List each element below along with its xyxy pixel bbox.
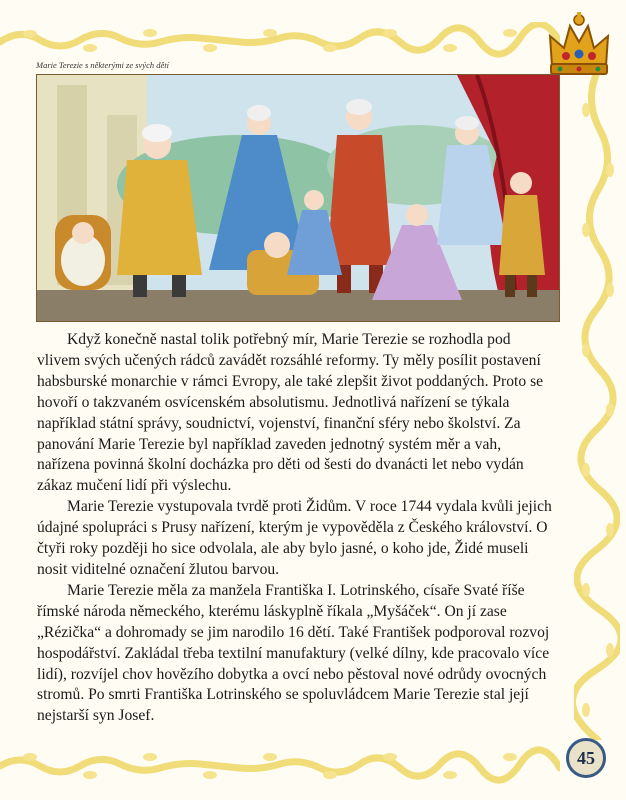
paragraph: Marie Terezie měla za manžela Františka I. Lotrinského, císaře Svaté říše římské národa německého, kterému láskyplně říkala „Myšáček“. On jí zase „Rézička“ a dohromady se jim narodilo 16 dětí. Také František podporoval rozvoj hospodářství. Zakládal třeba textilní manufaktury (velké dílny, kde pracovalo více lidí), rozvíjel chov hovězího dobytka a ovcí nebo pěstoval nové odrůdy ovocných stromů. Po smrti Františka Lotrinského se spoluvládcem Marie Terezie stal její nejstarší syn Josef. xyxy=(37,581,550,725)
page-number-badge xyxy=(566,738,606,778)
royal-family-illustration xyxy=(36,74,560,322)
illustration-caption: Marie Terezie s některými ze svých dětí xyxy=(36,60,169,70)
decorative-vine-border-right xyxy=(574,70,620,740)
body-text xyxy=(37,330,557,727)
paragraph: Když konečně nastal tolik potřebný mír, Marie Terezie se rozhodla pod vlivem svých učených rádců zavádět rozsáhlé reformy. Ty měly posílit postavení habsburské monarchie v rámci Evropy, ale také zlepšit život poddaných. Proto se hovoří o takzvaném osvícenském absolutismu. Jednotlivá nařízení se týkala například státní správy, soudnictví, vojenství, finanční sféry nebo školství. Za panování Marie Terezie byl například zaveden jednotný systém měr a vah, nařízena povinná školní docházka pro děti od šesti do dvanácti let nebo vydán zákaz mučení lidí při výslechu. xyxy=(37,331,544,495)
page-number: 45 xyxy=(577,747,595,768)
crown-icon xyxy=(546,12,612,82)
paragraph: Marie Terezie vystupovala tvrdě proti Židům. V roce 1744 vydala kvůli jejich údajné spolupráci s Prusy nařízení, kterým je vypověděla z Českého království. O čtyři roky později ho sice odvolala, ale aby bylo jasné, o koho jde, Židé museli nosit viditelné označení žlutou barvou. xyxy=(37,498,552,578)
decorative-vine-border-top xyxy=(0,22,560,58)
decorative-vine-border-bottom xyxy=(0,746,560,786)
